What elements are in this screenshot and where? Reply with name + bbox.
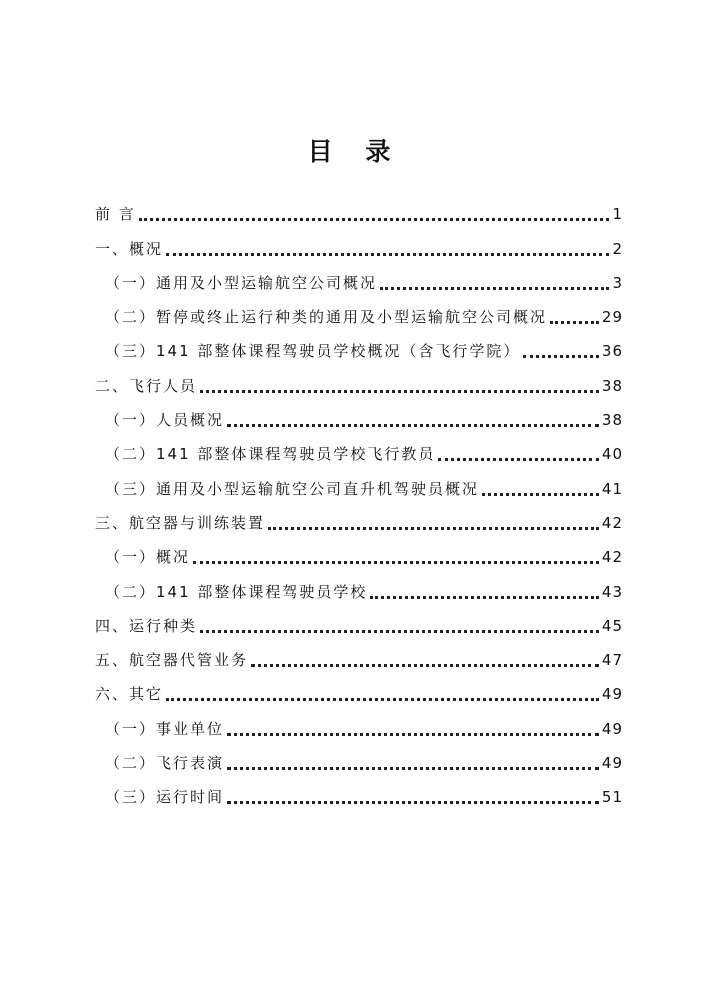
toc-entry-page-number: 40 [601,445,623,464]
toc-dot-leader [227,733,599,736]
toc-dot-leader [227,767,599,770]
toc-entry[interactable] [95,260,623,294]
toc-dot-leader [200,390,599,393]
toc-dot-leader [523,355,599,358]
toc-entry-label: 一、概况 [95,239,164,258]
toc-entry[interactable] [95,637,623,671]
toc-dot-leader [227,424,599,427]
toc-entry-page-number: 51 [601,788,623,807]
toc-entry-label: （三）141 部整体课程驾驶员学校概况（含飞行学院） [105,342,521,361]
toc-entry-label: 前 言 [95,205,136,224]
toc-entry-page-number: 45 [601,616,623,635]
toc-entry-label: （一）人员概况 [105,411,225,430]
toc-dot-leader [370,596,599,599]
toc-entry-label: （三）运行时间 [105,788,225,807]
toc-entry-page-number: 38 [601,411,623,430]
toc-entry-label: （三）通用及小型运输航空公司直升机驾驶员概况 [105,479,480,498]
toc-dot-leader [166,698,599,701]
toc-dot-leader [227,801,599,804]
toc-entry-page-number: 49 [601,754,623,773]
toc-dot-leader [482,493,599,496]
toc-entry-page-number: 2 [612,239,623,258]
toc-entry-label: 五、航空器代管业务 [95,651,249,670]
toc-dot-leader [438,458,599,461]
toc-entry-page-number: 3 [612,273,623,292]
toc-entry-label: （一）通用及小型运输航空公司概况 [105,273,378,292]
toc-dot-leader [193,561,599,564]
table-of-contents [95,191,623,808]
toc-entry[interactable] [95,328,623,362]
toc-entry[interactable] [95,294,623,328]
toc-entry-label: 二、飞行人员 [95,376,198,395]
toc-entry-page-number: 38 [601,376,623,395]
toc-entry-page-number: 43 [601,582,623,601]
toc-dot-leader [251,664,599,667]
toc-dot-leader [550,321,599,324]
toc-entry-label: （一）事业单位 [105,719,225,738]
toc-dot-leader [166,253,609,256]
toc-entry-page-number: 47 [601,651,623,670]
toc-entry-page-number: 36 [601,342,623,361]
toc-entry[interactable] [95,191,623,225]
toc-entry-label: （二）141 部整体课程驾驶员学校飞行教员 [105,445,436,464]
toc-dot-leader [200,630,599,633]
toc-entry[interactable] [95,774,623,808]
toc-entry-label: 六、其它 [95,685,164,704]
toc-entry-page-number: 42 [601,513,623,532]
toc-entry-page-number: 49 [601,685,623,704]
toc-entry-label: （二）141 部整体课程驾驶员学校 [105,582,368,601]
toc-entry[interactable] [95,705,623,739]
toc-entry[interactable] [95,500,623,534]
toc-entry[interactable] [95,362,623,396]
toc-entry[interactable] [95,225,623,259]
toc-entry[interactable] [95,431,623,465]
toc-dot-leader [268,527,599,530]
toc-entry[interactable] [95,397,623,431]
toc-entry-page-number: 41 [601,479,623,498]
toc-entry-label: （一）概况 [105,548,191,567]
toc-entry-label: 三、航空器与训练装置 [95,513,266,532]
toc-entry-page-number: 49 [601,719,623,738]
page-title: 目 录 [307,137,403,166]
toc-entry-label: 四、运行种类 [95,616,198,635]
toc-entry[interactable] [95,671,623,705]
toc-entry[interactable] [95,740,623,774]
toc-dot-leader [139,218,610,221]
toc-entry[interactable] [95,534,623,568]
toc-entry-label: （二）暂停或终止运行种类的通用及小型运输航空公司概况 [105,308,548,327]
toc-entry-page-number: 42 [601,548,623,567]
toc-entry-page-number: 29 [601,308,623,327]
toc-dot-leader [380,287,609,290]
toc-entry-page-number: 1 [612,205,623,224]
toc-entry[interactable] [95,603,623,637]
toc-entry[interactable] [95,568,623,602]
toc-entry[interactable] [95,465,623,499]
toc-entry-label: （二）飞行表演 [105,754,225,773]
